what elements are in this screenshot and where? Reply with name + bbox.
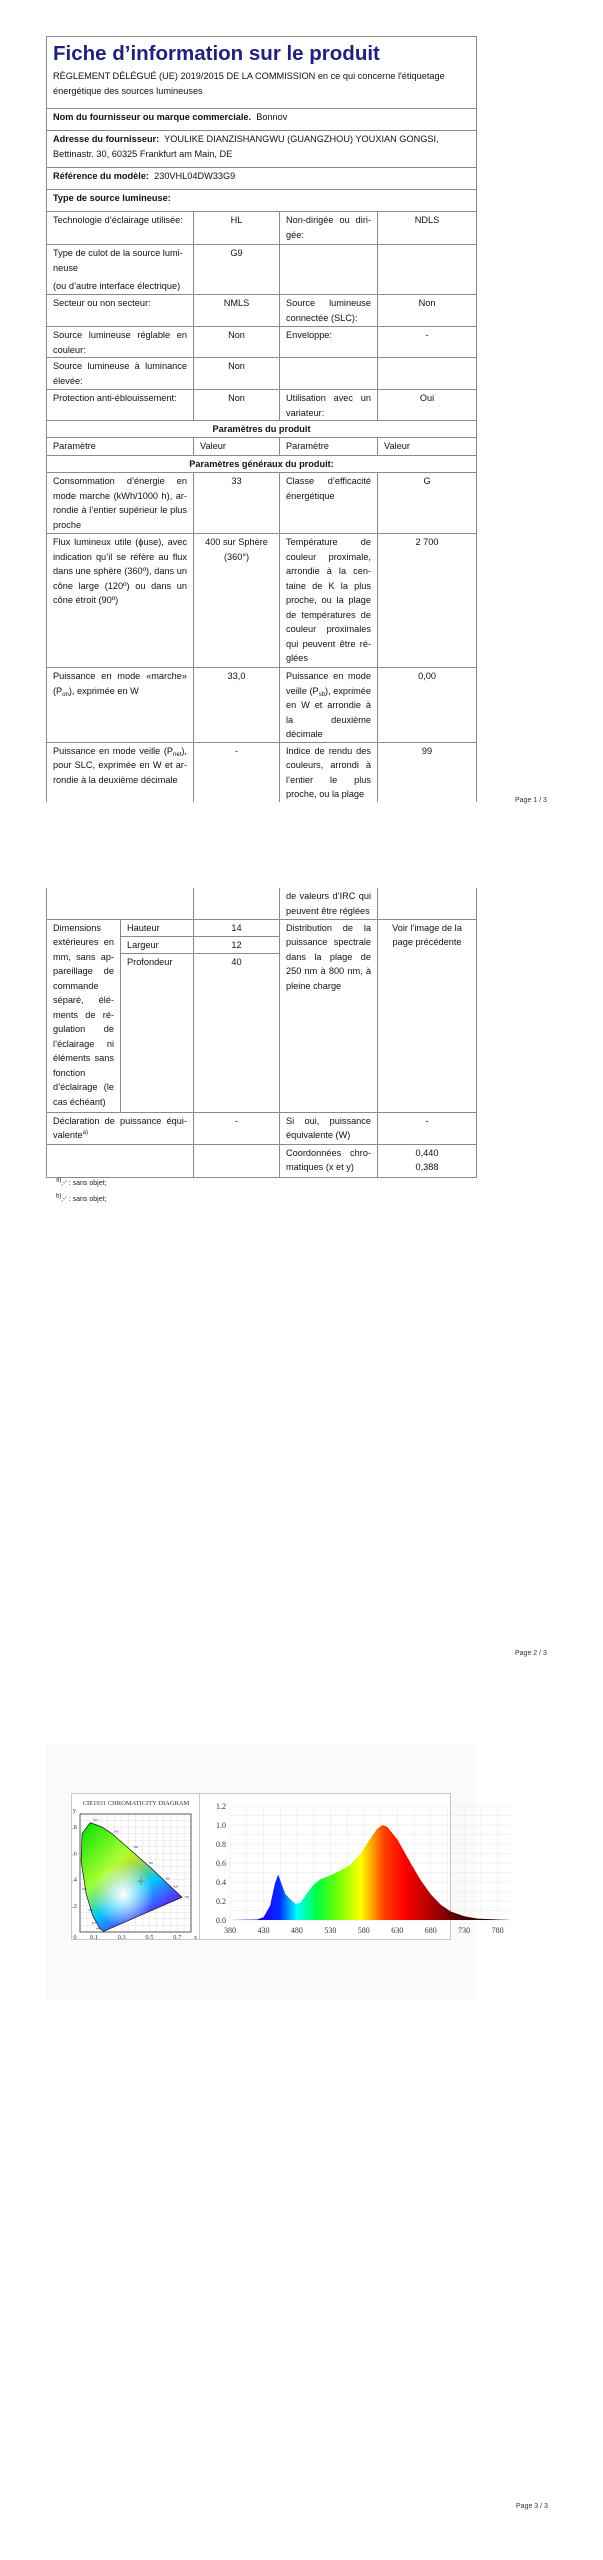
empty-cell (47, 888, 194, 919)
dimension-value: 12 (194, 936, 280, 953)
table-row (47, 888, 477, 919)
text: Puissance en mode veille (P (53, 745, 174, 756)
empty-cell (280, 358, 378, 390)
wavelength-label: 470 (91, 1921, 97, 1926)
x-tick-label: 780 (491, 1926, 504, 1935)
param-value: 0,00 (378, 668, 477, 743)
page-number: Page 3 / 3 (516, 2503, 548, 2510)
dimension-name: Profondeur (121, 953, 194, 1112)
param-label: Source lumineuse connectée (SLC): (280, 295, 378, 327)
table-row (47, 919, 477, 936)
param-label: Classe d’efficacité énergétique (280, 473, 378, 534)
param-value: 99 (378, 742, 477, 802)
param-value: G (378, 473, 477, 534)
x-tick-label: 680 (424, 1926, 437, 1935)
param-value: Non (194, 327, 280, 358)
wavelength-label: 700 (184, 1894, 190, 1899)
x-tick-label: 630 (391, 1926, 404, 1935)
param-value: Voir l'image de la page précédente (378, 919, 477, 1112)
param-value: Non (378, 295, 477, 327)
param-label: Distribution de la puissance spectrale dans la plage de 250 nm à 800 nm, à pleine charge (280, 919, 378, 1112)
param-label: Secteur ou non secteur: (47, 295, 194, 327)
superscript: a) (82, 1129, 88, 1136)
table-row (47, 668, 477, 743)
x-tick-label: 430 (257, 1926, 270, 1935)
chroma-x: 0,440 (415, 1147, 439, 1158)
y-tick-label: 0.0 (216, 1916, 226, 1925)
empty-cell (378, 358, 477, 390)
subscript: sb (318, 691, 326, 698)
page-number: Page 1 / 3 (515, 797, 547, 804)
param-label: Température de couleur proximale, arrondie à la centaine de K la plus proche, ou la plage de températures de couleur proximales qui peuvent être réglées (280, 534, 378, 668)
subscript: net (173, 751, 182, 758)
x-tick-label: 0.5 (145, 1934, 154, 1941)
y-axis-label: y (73, 1808, 76, 1814)
wavelength-label: 460 (95, 1926, 101, 1931)
param-label: Indice de rendu des couleurs, arrondi à l’entier le plus proche, ou la plage (280, 742, 378, 802)
x-tick-label: 580 (357, 1926, 370, 1935)
column-header: Paramètre (47, 438, 194, 456)
x-tick-label: 380 (224, 1926, 236, 1935)
param-label-line: Type de culot de la source lumineuse (53, 248, 183, 273)
model-label: Référence du modèle: (53, 171, 149, 181)
param-value: NDLS (378, 212, 477, 245)
wavelength-label: 480 (88, 1908, 93, 1913)
product-info-table-page2 (46, 888, 477, 1178)
address-label: Adresse du fournisseur: (53, 134, 160, 144)
supplier-row (47, 109, 477, 131)
param-value: 2 700 (378, 534, 477, 668)
param-label (280, 668, 378, 743)
wavelength-label: 580 (148, 1860, 154, 1865)
dimension-name: Hauteur (121, 919, 194, 936)
footnote (56, 1177, 107, 1187)
param-label: Source lumineuse à luminance élevée: (47, 358, 194, 390)
cie-chart-title: CIE1931 CHROMATICITY DIAGRAM (82, 1800, 190, 1807)
param-value: G9 (194, 245, 280, 295)
param-label: Si oui, puissance équivalente (W) (280, 1112, 378, 1144)
y-tick-label: .8 (72, 1824, 77, 1832)
footnote (56, 1193, 107, 1203)
supplier-value: Bonnov (256, 112, 288, 122)
column-header: Valeur (378, 438, 477, 456)
spectrum-chart (199, 1794, 504, 1939)
model-row (47, 168, 477, 190)
subscript: on (62, 691, 69, 698)
param-label-note: (ou d’autre interface électrique) (53, 281, 181, 291)
param-value: 33 (194, 473, 280, 534)
param-value: 33,0 (194, 668, 280, 743)
param-label (47, 668, 194, 743)
model-value: 230VHL04DW33G9 (154, 171, 236, 181)
chroma-y: 0,388 (415, 1162, 439, 1172)
regulation-text: RÈGLEMENT DÉLÉGUÉ (UE) 2019/2015 DE LA COMMISSION en ce qui concerne l'étiquetage énergétique des sources lumineuses (53, 71, 445, 96)
wavelength-label: 620 (173, 1884, 179, 1889)
y-tick-label: 0.6 (216, 1859, 226, 1868)
param-value: - (194, 1112, 280, 1144)
header-cell (47, 37, 477, 109)
x-tick-label: 480 (290, 1926, 303, 1935)
empty-cell (378, 888, 477, 919)
y-tick-label: 0.4 (216, 1878, 226, 1887)
address-row (47, 131, 477, 168)
y-tick-label: 0.2 (216, 1897, 226, 1906)
x-tick-label: 0.3 (117, 1934, 126, 1941)
param-label: Consommation d’énergie en mode marche (kWh/1000 h), arrondie à l’entier supérieur le plus proche (47, 473, 194, 534)
dimensions-label: Dimensions extérieures en mm, sans appareillage de commande séparé, éléments de régulation de l’éclairage ni éléments sans fonction d’éclairage (le cas échéant) (47, 919, 121, 1112)
param-value: NMLS (194, 295, 280, 327)
wavelength-label: 560 (133, 1845, 138, 1850)
x-tick-label: 730 (458, 1926, 471, 1935)
column-header-row (47, 438, 477, 456)
text: ), pour SLC, exprimée en W et arrondie à la deuxième décimale (53, 745, 187, 785)
footnote-mark: a) (56, 1177, 62, 1184)
text: Déclaration de puissance équivalente (53, 1115, 187, 1140)
table-row (47, 212, 477, 245)
address-value: YOULIKE DIANZISHANGWU (GUANGZHOU) YOUXIAN GONGSI, Bettinastr. 30, 60325 Frankfurt am Main, DE (53, 134, 439, 159)
y-tick-label: 0.8 (216, 1840, 226, 1849)
param-value: - (378, 327, 477, 358)
column-header: Valeur (194, 438, 280, 456)
source-type-label: Type de source lumineuse: (47, 190, 477, 212)
page-number: Page 2 / 3 (515, 1650, 547, 1657)
general-params-title: Paramètres généraux du produit: (47, 456, 477, 473)
table-row (47, 390, 477, 421)
param-value: - (194, 742, 280, 802)
y-tick-label: .6 (72, 1850, 77, 1858)
table-row (47, 534, 477, 668)
x-tick-label: 0.7 (173, 1934, 182, 1941)
param-label: Protection anti-éblouissement: (47, 390, 194, 421)
empty-cell (47, 1144, 194, 1177)
param-label (47, 742, 194, 802)
table-row (47, 327, 477, 358)
wavelength-label: 540 (113, 1829, 119, 1834)
wavelength-label: 500 (82, 1887, 87, 1892)
footnote-text: ‚-‘ : sans objet; (61, 1196, 107, 1203)
params-section-title: Paramètres du produit (47, 421, 477, 438)
cie-chromaticity-chart (72, 1794, 200, 1939)
column-header: Paramètre (280, 438, 378, 456)
x-axis-label: x (194, 1935, 197, 1941)
table-row (47, 742, 477, 802)
param-value: HL (194, 212, 280, 245)
param-value: Oui (378, 390, 477, 421)
table-row (47, 473, 477, 534)
table-row (47, 1144, 477, 1177)
param-label-continued: de valeurs d’IRC qui peuvent être réglées (280, 888, 378, 919)
x-tick-label: 0.1 (89, 1934, 98, 1941)
table-row (47, 358, 477, 390)
param-value: Non (194, 390, 280, 421)
dimension-value: 40 (194, 953, 280, 1112)
param-value (378, 1144, 477, 1177)
spectrum-image (71, 1793, 504, 1941)
text: Puissance en mode veille (P (286, 671, 371, 696)
table-row (47, 295, 477, 327)
empty-cell (194, 888, 280, 919)
param-label: Non-dirigée ou dirigée: (280, 212, 378, 245)
footnote-mark: b) (56, 1193, 62, 1200)
y-tick-label: 1.2 (216, 1802, 226, 1811)
param-label: Technologie d’éclairage utilisée: (47, 212, 194, 245)
empty-cell (280, 245, 378, 295)
param-label (47, 1112, 194, 1144)
x-tick-label: 0 (73, 1934, 77, 1941)
param-label (47, 245, 194, 295)
param-value: 400 sur Sphère (360°) (194, 534, 280, 668)
empty-cell (194, 1144, 280, 1177)
dimension-value: 14 (194, 919, 280, 936)
wavelength-label: 520 (93, 1818, 98, 1823)
wavelength-label: 600 (165, 1876, 170, 1881)
param-label: Enveloppe: (280, 327, 378, 358)
footnote-text: ‚-‘ : sans objet; (61, 1180, 107, 1187)
y-tick-label: .2 (72, 1902, 77, 1910)
text: ), exprimée en W (68, 685, 139, 696)
param-label: Flux lumineux utile (ϕuse), avec indication qu’il se réfère au flux dans une sphère (360º), dans un cône large (120º) ou dans un cône étroit (90º) (47, 534, 194, 668)
product-info-table-page1 (46, 36, 477, 802)
dimension-name: Largeur (121, 936, 194, 953)
param-label: Coordonnées chromatiques (x et y) (280, 1144, 378, 1177)
param-label: Utilisation avec un variateur: (280, 390, 378, 421)
table-row (47, 1112, 477, 1144)
y-tick-label: .4 (72, 1876, 77, 1884)
supplier-label: Nom du fournisseur ou marque commerciale. (53, 112, 252, 122)
text: Puissance en mode «marche» (P (53, 671, 187, 696)
text: ), exprimée en W et arrondie à la deuxième décimale (286, 685, 371, 739)
param-value: Non (194, 358, 280, 390)
param-label: Source lumineuse réglable en couleur: (47, 327, 194, 358)
param-value: - (378, 1112, 477, 1144)
table-row (47, 245, 477, 295)
y-tick-label: 1.0 (216, 1821, 226, 1830)
empty-cell (378, 245, 477, 295)
x-tick-label: 530 (324, 1926, 337, 1935)
page-title: Fiche d’information sur le produit (53, 42, 380, 65)
